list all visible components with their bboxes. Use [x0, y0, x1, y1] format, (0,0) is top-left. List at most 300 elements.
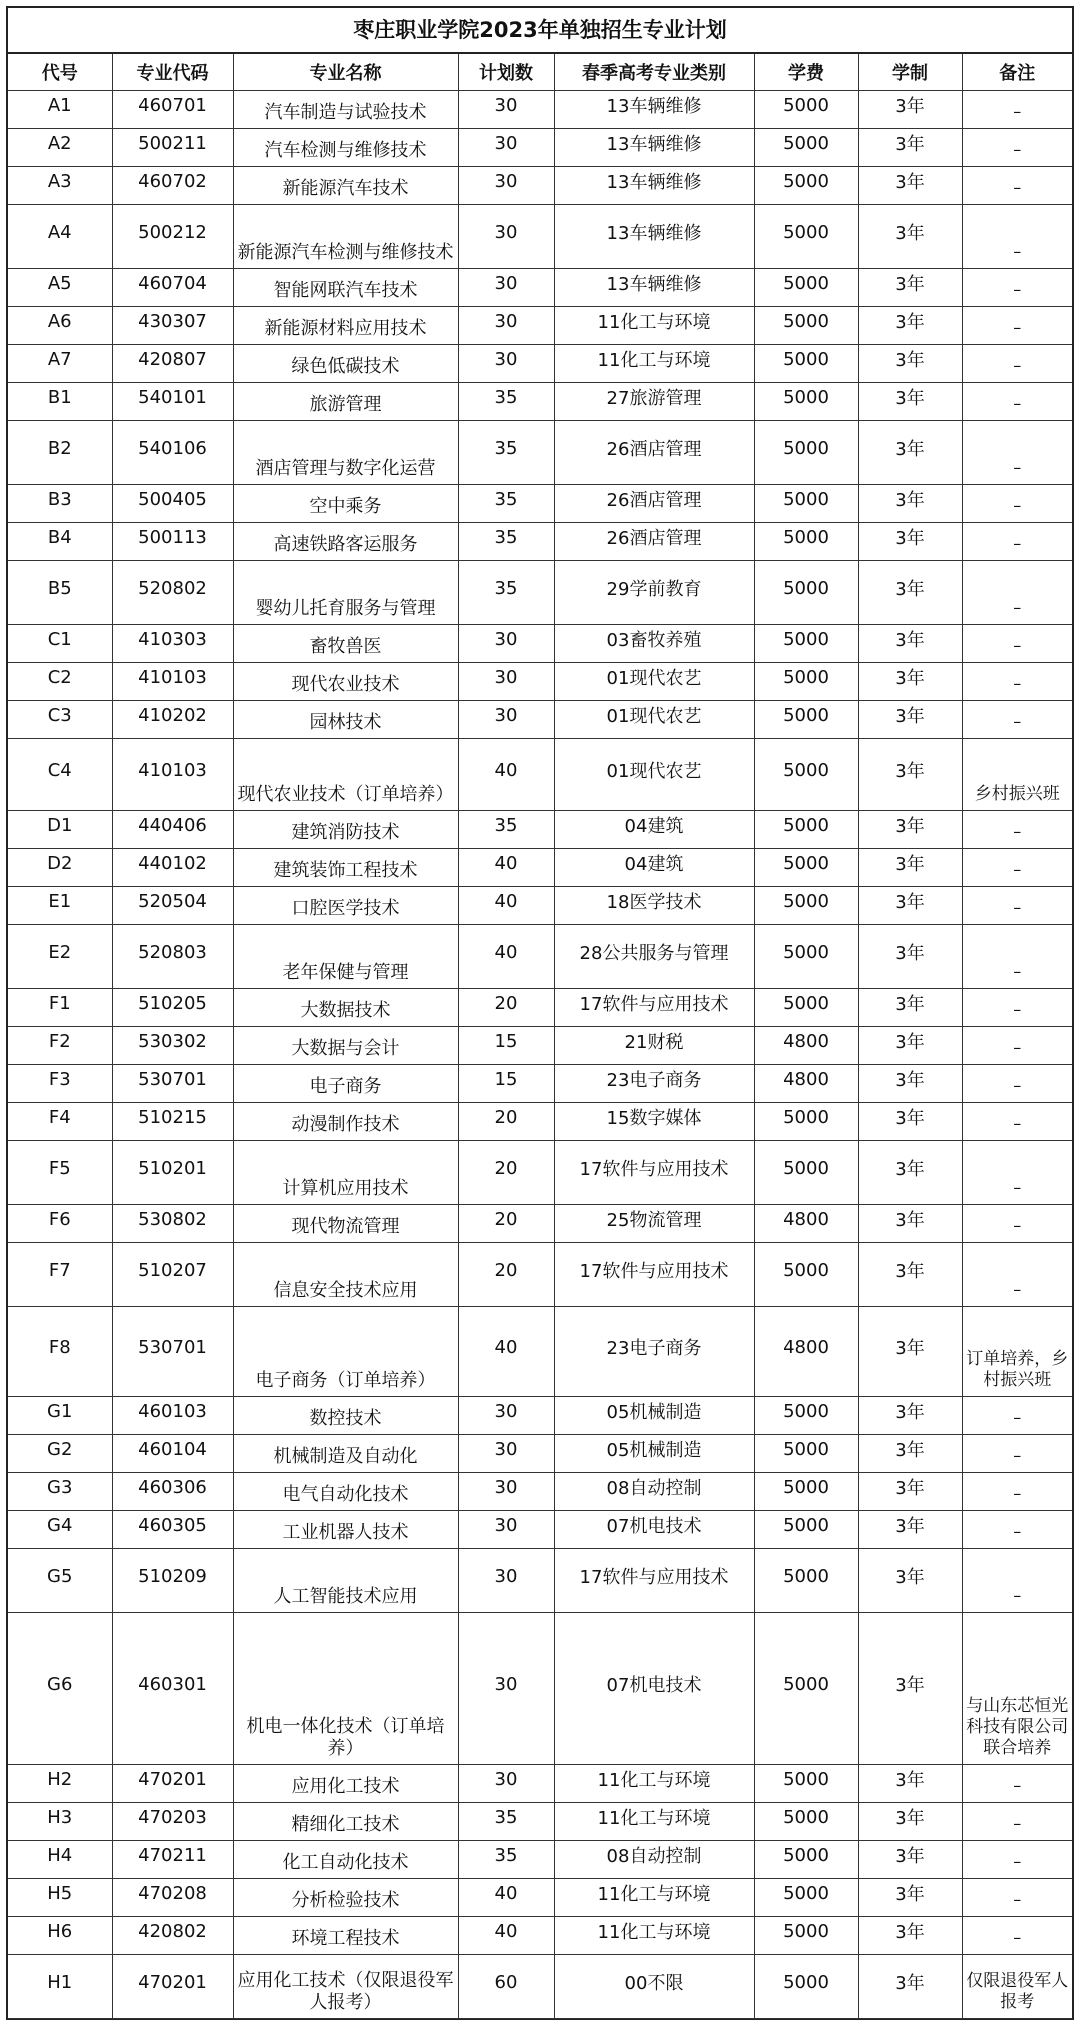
row-major-name: 应用化工技术（仅限退役军人报考） [233, 1954, 458, 2018]
row-tuition: 5000 [754, 624, 858, 662]
row-code: F3 [8, 1064, 112, 1102]
row-plan-count: 60 [458, 1954, 554, 2018]
row-duration: 3年 [858, 1472, 962, 1510]
row-plan-count: 30 [458, 204, 554, 268]
row-duration: 3年 [858, 382, 962, 420]
row-major-name: 空中乘务 [233, 484, 458, 522]
row-major-code: 430307 [112, 306, 233, 344]
row-duration: 3年 [858, 1064, 962, 1102]
row-plan-count: 20 [458, 1204, 554, 1242]
row-duration: 3年 [858, 848, 962, 886]
row-remarks: – [962, 1916, 1072, 1954]
table-row [8, 382, 1072, 420]
row-remarks: – [962, 848, 1072, 886]
row-category: 27旅游管理 [554, 382, 754, 420]
row-plan-count: 30 [458, 90, 554, 128]
row-remarks: – [962, 204, 1072, 268]
row-code: H6 [8, 1916, 112, 1954]
table-row [8, 1764, 1072, 1802]
row-remarks: – [962, 624, 1072, 662]
row-major-name: 现代农业技术（订单培养） [233, 738, 458, 810]
row-remarks: – [962, 128, 1072, 166]
row-plan-count: 20 [458, 1140, 554, 1204]
row-tuition: 5000 [754, 166, 858, 204]
table-header-row [8, 54, 1072, 90]
row-plan-count: 40 [458, 738, 554, 810]
row-major-name: 园林技术 [233, 700, 458, 738]
row-category: 05机械制造 [554, 1396, 754, 1434]
row-category: 05机械制造 [554, 1434, 754, 1472]
row-remarks: 与山东芯恒光科技有限公司联合培养 [962, 1612, 1072, 1764]
row-duration: 3年 [858, 90, 962, 128]
row-plan-count: 20 [458, 1242, 554, 1306]
row-plan-count: 40 [458, 1916, 554, 1954]
row-major-code: 410103 [112, 662, 233, 700]
row-code: F7 [8, 1242, 112, 1306]
row-major-name: 动漫制作技术 [233, 1102, 458, 1140]
table-row [8, 166, 1072, 204]
row-code: G1 [8, 1396, 112, 1434]
row-major-name: 电子商务 [233, 1064, 458, 1102]
row-remarks: – [962, 90, 1072, 128]
row-category: 07机电技术 [554, 1510, 754, 1548]
row-duration: 3年 [858, 204, 962, 268]
row-major-code: 460305 [112, 1510, 233, 1548]
row-major-code: 530701 [112, 1306, 233, 1396]
row-major-name: 畜牧兽医 [233, 624, 458, 662]
row-category: 13车辆维修 [554, 166, 754, 204]
table-row [8, 1026, 1072, 1064]
row-duration: 3年 [858, 1102, 962, 1140]
row-plan-count: 35 [458, 484, 554, 522]
row-major-name: 智能网联汽车技术 [233, 268, 458, 306]
row-major-name: 信息安全技术应用 [233, 1242, 458, 1306]
row-code: G5 [8, 1548, 112, 1612]
row-tuition: 5000 [754, 306, 858, 344]
row-duration: 3年 [858, 924, 962, 988]
row-code: E2 [8, 924, 112, 988]
row-major-code: 520504 [112, 886, 233, 924]
row-tuition: 5000 [754, 1548, 858, 1612]
row-category: 08自动控制 [554, 1840, 754, 1878]
header-remarks: 备注 [962, 54, 1072, 90]
row-remarks: – [962, 560, 1072, 624]
row-remarks: – [962, 1140, 1072, 1204]
row-category: 13车辆维修 [554, 268, 754, 306]
row-category: 26酒店管理 [554, 522, 754, 560]
row-tuition: 5000 [754, 1954, 858, 2018]
row-major-name: 老年保健与管理 [233, 924, 458, 988]
row-category: 17软件与应用技术 [554, 1548, 754, 1612]
table-row [8, 1878, 1072, 1916]
row-duration: 3年 [858, 1954, 962, 2018]
table-row [8, 624, 1072, 662]
row-major-code: 500405 [112, 484, 233, 522]
row-major-code: 420807 [112, 344, 233, 382]
row-tuition: 5000 [754, 1764, 858, 1802]
row-remarks: – [962, 1204, 1072, 1242]
row-category: 01现代农艺 [554, 738, 754, 810]
row-duration: 3年 [858, 1396, 962, 1434]
row-major-name: 机电一体化技术（订单培养） [233, 1612, 458, 1764]
row-tuition: 5000 [754, 1472, 858, 1510]
row-plan-count: 35 [458, 420, 554, 484]
row-plan-count: 35 [458, 560, 554, 624]
row-major-code: 530802 [112, 1204, 233, 1242]
row-category: 11化工与环境 [554, 1802, 754, 1840]
table-row [8, 484, 1072, 522]
row-duration: 3年 [858, 1434, 962, 1472]
row-plan-count: 30 [458, 268, 554, 306]
table-row [8, 1510, 1072, 1548]
row-code: A2 [8, 128, 112, 166]
row-major-name: 建筑消防技术 [233, 810, 458, 848]
row-major-code: 500113 [112, 522, 233, 560]
row-code: E1 [8, 886, 112, 924]
table-row [8, 1064, 1072, 1102]
row-tuition: 5000 [754, 560, 858, 624]
row-major-name: 电子商务（订单培养） [233, 1306, 458, 1396]
row-major-name: 电气自动化技术 [233, 1472, 458, 1510]
row-category: 04建筑 [554, 810, 754, 848]
row-major-name: 新能源汽车检测与维修技术 [233, 204, 458, 268]
row-code: F8 [8, 1306, 112, 1396]
row-duration: 3年 [858, 1612, 962, 1764]
row-remarks: – [962, 1472, 1072, 1510]
row-plan-count: 30 [458, 128, 554, 166]
table-row [8, 1140, 1072, 1204]
row-major-code: 460103 [112, 1396, 233, 1434]
row-code: G3 [8, 1472, 112, 1510]
row-plan-count: 30 [458, 700, 554, 738]
row-category: 23电子商务 [554, 1306, 754, 1396]
row-major-name: 分析检验技术 [233, 1878, 458, 1916]
row-code: C3 [8, 700, 112, 738]
table-row [8, 344, 1072, 382]
row-tuition: 5000 [754, 344, 858, 382]
row-duration: 3年 [858, 1802, 962, 1840]
row-remarks: – [962, 988, 1072, 1026]
row-plan-count: 30 [458, 1396, 554, 1434]
row-category: 29学前教育 [554, 560, 754, 624]
table-row [8, 1396, 1072, 1434]
row-code: B2 [8, 420, 112, 484]
row-remarks: – [962, 382, 1072, 420]
row-major-code: 410103 [112, 738, 233, 810]
row-plan-count: 30 [458, 1612, 554, 1764]
row-major-name: 现代物流管理 [233, 1204, 458, 1242]
row-duration: 3年 [858, 522, 962, 560]
row-plan-count: 40 [458, 886, 554, 924]
row-code: H2 [8, 1764, 112, 1802]
row-category: 00不限 [554, 1954, 754, 2018]
row-tuition: 5000 [754, 1878, 858, 1916]
row-code: F6 [8, 1204, 112, 1242]
row-major-name: 高速铁路客运服务 [233, 522, 458, 560]
row-tuition: 5000 [754, 662, 858, 700]
row-code: G2 [8, 1434, 112, 1472]
row-duration: 3年 [858, 1764, 962, 1802]
row-major-name: 机械制造及自动化 [233, 1434, 458, 1472]
row-remarks: – [962, 420, 1072, 484]
page-title: 枣庄职业学院2023年单独招生专业计划 [8, 8, 1072, 54]
row-major-code: 460306 [112, 1472, 233, 1510]
row-category: 11化工与环境 [554, 1878, 754, 1916]
row-major-name: 口腔医学技术 [233, 886, 458, 924]
row-category: 07机电技术 [554, 1612, 754, 1764]
row-tuition: 5000 [754, 128, 858, 166]
row-category: 23电子商务 [554, 1064, 754, 1102]
row-major-name: 酒店管理与数字化运营 [233, 420, 458, 484]
row-duration: 3年 [858, 1026, 962, 1064]
row-duration: 3年 [858, 420, 962, 484]
row-remarks: – [962, 306, 1072, 344]
row-remarks: – [962, 1102, 1072, 1140]
row-remarks: – [962, 1764, 1072, 1802]
row-remarks: – [962, 1242, 1072, 1306]
row-major-code: 500211 [112, 128, 233, 166]
row-tuition: 5000 [754, 382, 858, 420]
table-row [8, 1802, 1072, 1840]
row-plan-count: 30 [458, 166, 554, 204]
row-category: 11化工与环境 [554, 1916, 754, 1954]
table-row [8, 1306, 1072, 1396]
row-duration: 3年 [858, 1242, 962, 1306]
row-duration: 3年 [858, 1204, 962, 1242]
row-tuition: 5000 [754, 848, 858, 886]
row-tuition: 5000 [754, 1802, 858, 1840]
row-category: 17软件与应用技术 [554, 1242, 754, 1306]
table-row [8, 1102, 1072, 1140]
row-code: F4 [8, 1102, 112, 1140]
table-row [8, 1204, 1072, 1242]
row-duration: 3年 [858, 988, 962, 1026]
row-major-code: 470208 [112, 1878, 233, 1916]
row-plan-count: 30 [458, 1764, 554, 1802]
row-tuition: 4800 [754, 1306, 858, 1396]
row-plan-count: 15 [458, 1026, 554, 1064]
row-major-name: 大数据与会计 [233, 1026, 458, 1064]
table-row [8, 522, 1072, 560]
row-major-name: 应用化工技术 [233, 1764, 458, 1802]
table-row [8, 560, 1072, 624]
row-major-code: 510207 [112, 1242, 233, 1306]
table-row [8, 1954, 1072, 2018]
row-tuition: 5000 [754, 738, 858, 810]
row-tuition: 5000 [754, 810, 858, 848]
table-row [8, 700, 1072, 738]
row-tuition: 5000 [754, 1396, 858, 1434]
row-major-code: 440406 [112, 810, 233, 848]
row-major-name: 新能源材料应用技术 [233, 306, 458, 344]
enrollment-plan-sheet [6, 6, 1074, 2020]
table-row [8, 1840, 1072, 1878]
row-category: 26酒店管理 [554, 484, 754, 522]
row-major-name: 大数据技术 [233, 988, 458, 1026]
row-category: 01现代农艺 [554, 700, 754, 738]
row-major-code: 470201 [112, 1954, 233, 2018]
table-row [8, 810, 1072, 848]
row-major-code: 510215 [112, 1102, 233, 1140]
row-category: 11化工与环境 [554, 344, 754, 382]
row-plan-count: 30 [458, 1472, 554, 1510]
row-plan-count: 40 [458, 1878, 554, 1916]
row-duration: 3年 [858, 344, 962, 382]
row-major-code: 440102 [112, 848, 233, 886]
row-major-code: 460701 [112, 90, 233, 128]
row-remarks: – [962, 1064, 1072, 1102]
row-major-code: 460702 [112, 166, 233, 204]
row-duration: 3年 [858, 738, 962, 810]
row-duration: 3年 [858, 306, 962, 344]
row-plan-count: 30 [458, 662, 554, 700]
row-plan-count: 30 [458, 624, 554, 662]
row-code: A1 [8, 90, 112, 128]
row-code: F2 [8, 1026, 112, 1064]
row-remarks: 订单培养，乡村振兴班 [962, 1306, 1072, 1396]
row-tuition: 5000 [754, 924, 858, 988]
row-remarks: – [962, 166, 1072, 204]
row-duration: 3年 [858, 484, 962, 522]
row-tuition: 4800 [754, 1026, 858, 1064]
row-major-name: 现代农业技术 [233, 662, 458, 700]
row-remarks: – [962, 1510, 1072, 1548]
row-major-name: 数控技术 [233, 1396, 458, 1434]
row-plan-count: 35 [458, 1840, 554, 1878]
row-remarks: – [962, 700, 1072, 738]
row-tuition: 5000 [754, 484, 858, 522]
row-duration: 3年 [858, 886, 962, 924]
header-code: 代号 [8, 54, 112, 90]
row-plan-count: 20 [458, 988, 554, 1026]
row-remarks: – [962, 1840, 1072, 1878]
row-tuition: 5000 [754, 1916, 858, 1954]
row-category: 01现代农艺 [554, 662, 754, 700]
row-major-code: 410202 [112, 700, 233, 738]
row-category: 26酒店管理 [554, 420, 754, 484]
row-major-code: 420802 [112, 1916, 233, 1954]
row-tuition: 5000 [754, 1510, 858, 1548]
row-code: B3 [8, 484, 112, 522]
table-row [8, 1472, 1072, 1510]
row-remarks: – [962, 1026, 1072, 1064]
table-row [8, 662, 1072, 700]
row-code: A6 [8, 306, 112, 344]
row-category: 28公共服务与管理 [554, 924, 754, 988]
row-major-code: 530701 [112, 1064, 233, 1102]
row-code: C2 [8, 662, 112, 700]
row-duration: 3年 [858, 1140, 962, 1204]
row-tuition: 5000 [754, 1840, 858, 1878]
row-major-code: 460104 [112, 1434, 233, 1472]
table-row [8, 128, 1072, 166]
row-plan-count: 40 [458, 924, 554, 988]
row-category: 11化工与环境 [554, 1764, 754, 1802]
row-remarks: – [962, 1396, 1072, 1434]
row-category: 13车辆维修 [554, 204, 754, 268]
row-category: 25物流管理 [554, 1204, 754, 1242]
row-tuition: 4800 [754, 1064, 858, 1102]
row-major-name: 人工智能技术应用 [233, 1548, 458, 1612]
row-plan-count: 30 [458, 1434, 554, 1472]
row-remarks: – [962, 924, 1072, 988]
table-row [8, 886, 1072, 924]
row-tuition: 5000 [754, 1140, 858, 1204]
row-code: H1 [8, 1954, 112, 2018]
row-tuition: 4800 [754, 1204, 858, 1242]
row-remarks: – [962, 1548, 1072, 1612]
row-code: A4 [8, 204, 112, 268]
row-tuition: 5000 [754, 886, 858, 924]
row-category: 03畜牧养殖 [554, 624, 754, 662]
row-remarks: – [962, 886, 1072, 924]
row-major-code: 460704 [112, 268, 233, 306]
row-major-name: 绿色低碳技术 [233, 344, 458, 382]
row-category: 13车辆维修 [554, 90, 754, 128]
row-tuition: 5000 [754, 204, 858, 268]
row-major-name: 环境工程技术 [233, 1916, 458, 1954]
row-code: C1 [8, 624, 112, 662]
row-duration: 3年 [858, 1306, 962, 1396]
row-code: H5 [8, 1878, 112, 1916]
row-duration: 3年 [858, 700, 962, 738]
row-tuition: 5000 [754, 1612, 858, 1764]
row-code: A5 [8, 268, 112, 306]
table-row [8, 306, 1072, 344]
row-duration: 3年 [858, 128, 962, 166]
row-major-name: 计算机应用技术 [233, 1140, 458, 1204]
row-tuition: 5000 [754, 1242, 858, 1306]
row-code: B5 [8, 560, 112, 624]
row-duration: 3年 [858, 560, 962, 624]
row-code: A3 [8, 166, 112, 204]
row-plan-count: 35 [458, 382, 554, 420]
row-category: 11化工与环境 [554, 306, 754, 344]
table-row [8, 738, 1072, 810]
row-remarks: – [962, 522, 1072, 560]
row-duration: 3年 [858, 624, 962, 662]
row-duration: 3年 [858, 1510, 962, 1548]
header-major-code: 专业代码 [112, 54, 233, 90]
row-major-code: 540101 [112, 382, 233, 420]
row-major-name: 化工自动化技术 [233, 1840, 458, 1878]
row-category: 18医学技术 [554, 886, 754, 924]
row-major-code: 500212 [112, 204, 233, 268]
row-major-name: 汽车检测与维修技术 [233, 128, 458, 166]
row-category: 04建筑 [554, 848, 754, 886]
row-duration: 3年 [858, 1916, 962, 1954]
row-tuition: 5000 [754, 1102, 858, 1140]
row-major-code: 460301 [112, 1612, 233, 1764]
row-code: F5 [8, 1140, 112, 1204]
row-code: B4 [8, 522, 112, 560]
row-category: 15数字媒体 [554, 1102, 754, 1140]
row-duration: 3年 [858, 166, 962, 204]
row-plan-count: 20 [458, 1102, 554, 1140]
header-tuition: 学费 [754, 54, 858, 90]
row-duration: 3年 [858, 1548, 962, 1612]
row-remarks: – [962, 662, 1072, 700]
row-tuition: 5000 [754, 268, 858, 306]
row-plan-count: 30 [458, 1548, 554, 1612]
row-code: H3 [8, 1802, 112, 1840]
row-major-code: 530302 [112, 1026, 233, 1064]
row-code: F1 [8, 988, 112, 1026]
row-tuition: 5000 [754, 700, 858, 738]
row-category: 17软件与应用技术 [554, 988, 754, 1026]
row-remarks: 仅限退役军人报考 [962, 1954, 1072, 2018]
row-major-name: 新能源汽车技术 [233, 166, 458, 204]
